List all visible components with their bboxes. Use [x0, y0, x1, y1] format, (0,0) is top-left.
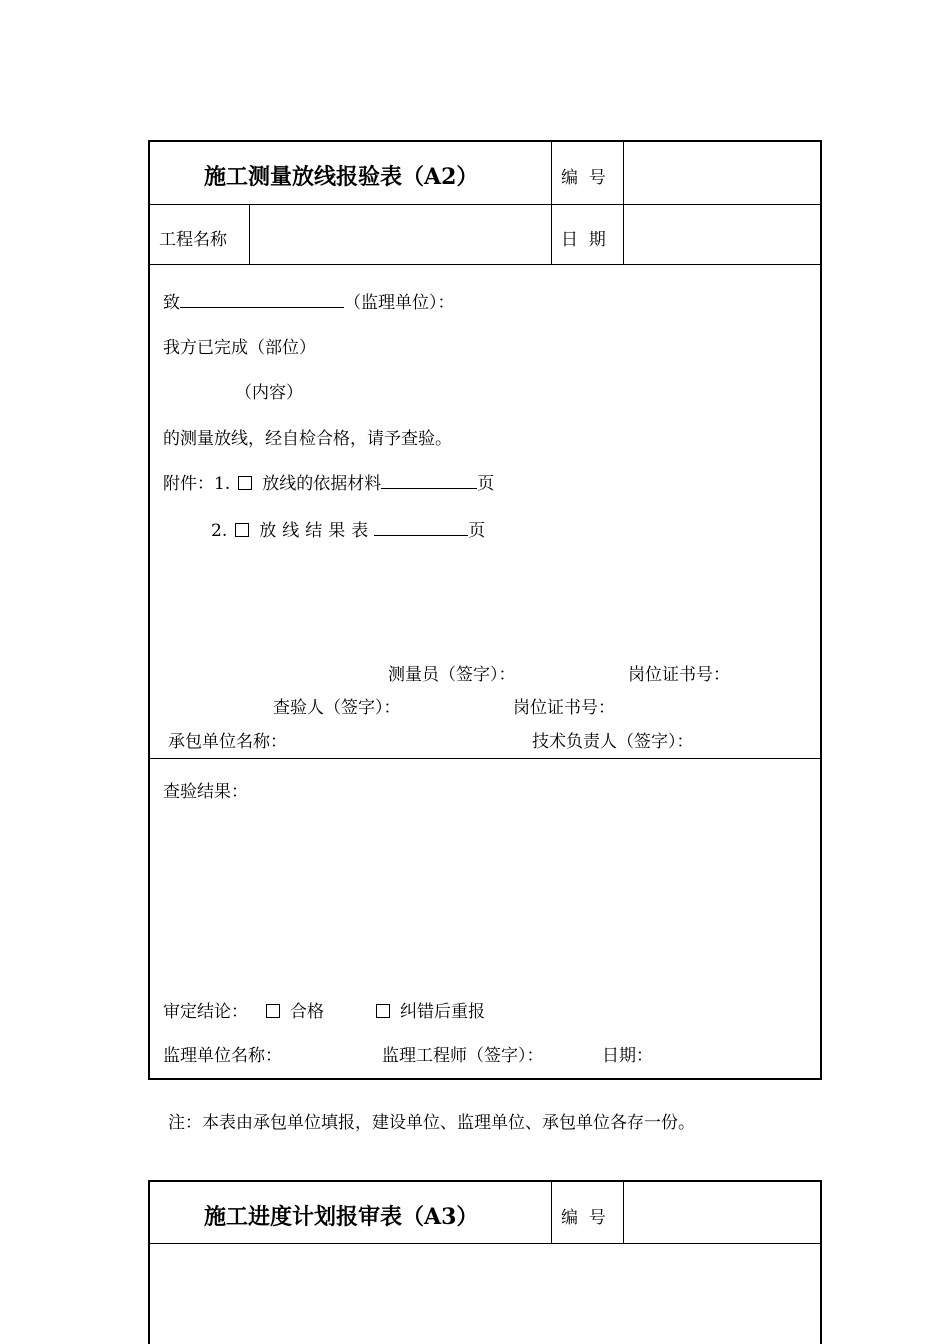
conclusion-label: 审定结论： [163, 1002, 248, 1022]
number-label: 编 号 [561, 168, 606, 188]
form2-number-field[interactable] [624, 1182, 820, 1242]
content-line: （内容） [235, 383, 303, 403]
signoff-date-label: 日期： [602, 1046, 653, 1066]
result-field[interactable] [150, 805, 820, 985]
attachment-2 [211, 516, 485, 541]
form2-col-divider-a [551, 1181, 552, 1243]
attachment1-pages-blank[interactable] [381, 470, 477, 489]
tech-lead-label: 技术负责人（签字）： [532, 732, 694, 752]
form-title: 施工测量放线报验表（A2） [204, 164, 479, 190]
inspector-label: 查验人（签字）： [273, 698, 401, 718]
supervisor-engineer-label: 监理工程师（签字）： [382, 1046, 544, 1066]
attachment2-page-unit: 页 [468, 521, 486, 541]
pass-checkbox[interactable] [266, 1004, 280, 1018]
attachment1-text: 放线的依据材料 [262, 474, 382, 494]
attachment-1 [163, 469, 494, 494]
contractor-label: 承包单位名称： [168, 732, 287, 752]
to-prefix: 致 [163, 293, 180, 313]
attachment-prefix: 附件：1. [163, 474, 231, 494]
form-header-bottom [149, 264, 821, 265]
option-pass: 合格 [290, 1002, 324, 1022]
to-suffix: （监理单位）： [344, 293, 455, 313]
attachment2-checkbox[interactable] [235, 523, 249, 537]
date-label: 日 期 [561, 230, 606, 250]
option-fix: 纠错后重报 [400, 1002, 485, 1022]
attachment1-checkbox[interactable] [238, 476, 252, 490]
form-col-divider-a [551, 141, 552, 264]
attachment1-page-unit: 页 [477, 474, 495, 494]
inspector-cert-label: 岗位证书号： [513, 698, 615, 718]
supervisor-unit-blank[interactable] [180, 289, 344, 308]
conclusion-line [163, 997, 485, 1022]
surveyor-cert-label: 岗位证书号： [628, 665, 730, 685]
project-name-field[interactable] [250, 205, 550, 264]
to-line [163, 288, 455, 313]
form2-number-label: 编 号 [561, 1208, 606, 1228]
supervisor-unit-label: 监理单位名称： [163, 1046, 282, 1066]
result-label: 查验结果： [163, 782, 248, 802]
form2-title: 施工进度计划报审表（A3） [204, 1204, 479, 1230]
number-field[interactable] [624, 142, 820, 204]
project-name-label: 工程名称 [159, 230, 227, 250]
surveyor-label: 测量员（签字）： [388, 665, 516, 685]
footnote: 注：本表由承包单位填报，建设单位、监理单位、承包单位各存一份。 [168, 1113, 695, 1133]
attachment2-text: 放线结果表 [259, 521, 375, 541]
form-section-divider [149, 758, 821, 759]
attachment2-num: 2. [211, 521, 228, 541]
fix-checkbox[interactable] [376, 1004, 390, 1018]
date-field[interactable] [624, 205, 820, 264]
attachment2-pages-blank[interactable] [374, 517, 468, 536]
completed-line: 我方已完成（部位） [163, 338, 316, 358]
survey-line: 的测量放线，经自检合格，请予查验。 [163, 429, 452, 449]
form2-header-bottom [149, 1243, 821, 1244]
